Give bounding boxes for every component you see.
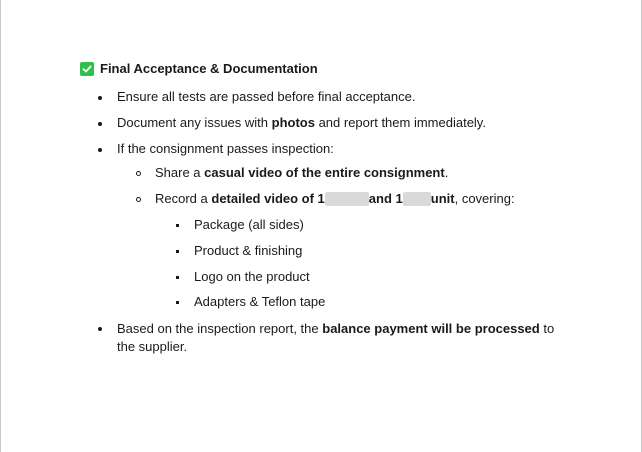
redacted-text xyxy=(325,192,369,206)
bullet-disc xyxy=(98,148,102,152)
list-item: If the consignment passes inspection: xyxy=(117,141,334,156)
bullet-circle xyxy=(136,197,141,202)
bullet-disc xyxy=(98,122,102,126)
list-item: Based on the inspection report, the balance payment will be processed to the supplier. xyxy=(117,321,555,354)
list-item: Ensure all tests are passed before final acceptance. xyxy=(117,89,416,104)
checkbox-checked-icon xyxy=(80,62,94,76)
bullet-square xyxy=(176,301,179,304)
list-item: Document any issues with photos and report them immediately. xyxy=(117,115,486,130)
bullet-circle xyxy=(136,171,141,176)
list-item: Logo on the product xyxy=(194,269,310,284)
list-item: Share a casual video of the entire consignment. xyxy=(155,165,449,180)
section-title: Final Acceptance & Documentation xyxy=(100,61,318,76)
bullet-disc xyxy=(98,327,102,331)
list-item: Record a detailed video of 1 and 1 unit, covering: xyxy=(155,191,515,206)
list-item: Package (all sides) xyxy=(194,217,304,232)
bullet-square xyxy=(176,276,179,279)
redacted-text xyxy=(403,192,431,206)
bullet-disc xyxy=(98,96,102,100)
bullet-square xyxy=(176,250,179,253)
list-item: Product & finishing xyxy=(194,243,303,258)
bullet-square xyxy=(176,224,179,227)
section-heading xyxy=(80,61,318,76)
list-item: Adapters & Teflon tape xyxy=(194,294,326,309)
